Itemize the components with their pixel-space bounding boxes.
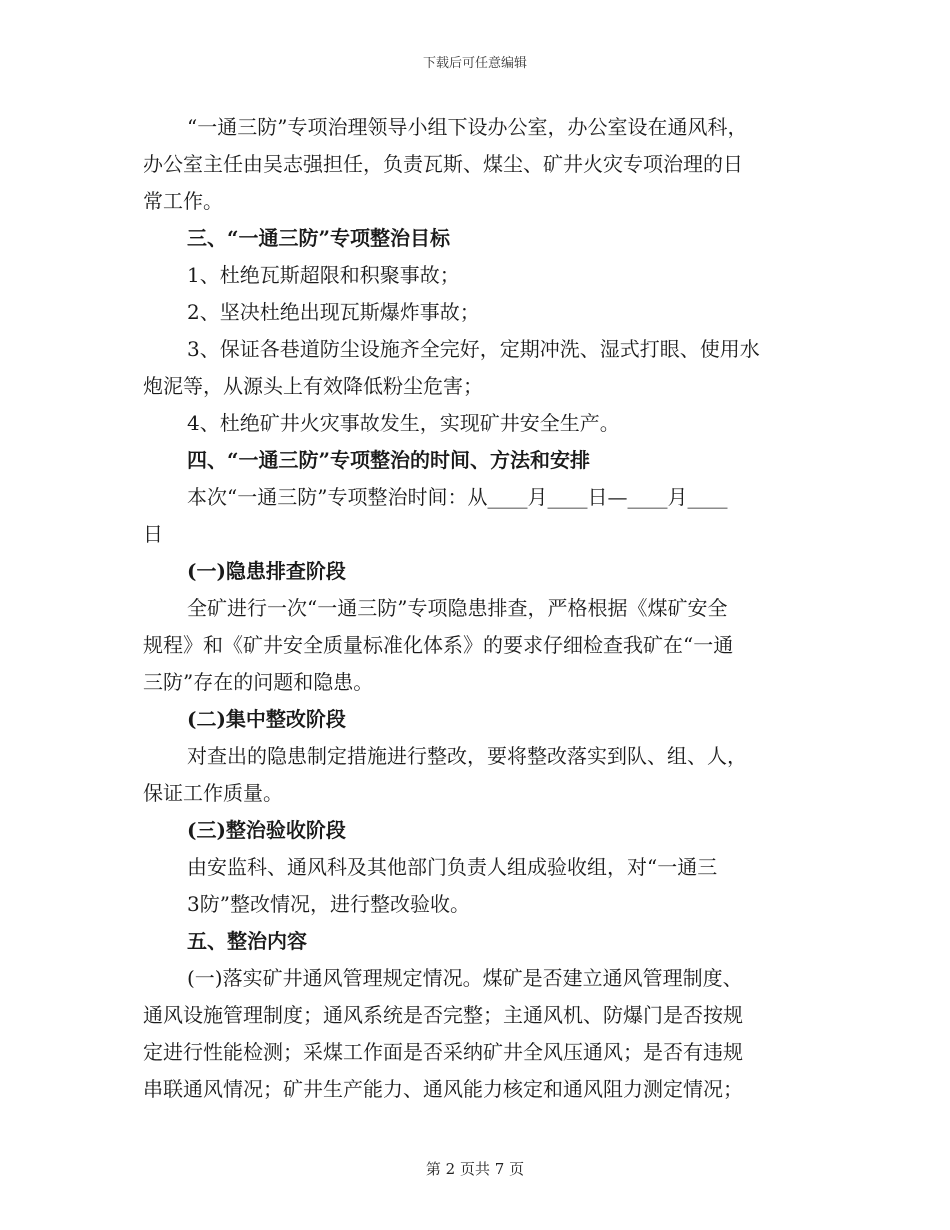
paragraph-line: 2、坚决杜绝出现瓦斯爆炸事故； (187, 300, 480, 324)
section-heading: (二)集中整改阶段 (187, 707, 346, 731)
paragraph-line: “一通三防”专项治理领导小组下设办公室，办公室设在通风科， (187, 115, 748, 139)
paragraph-line: 对查出的隐患制定措施进行整改，要将整改落实到队、组、人， (187, 744, 747, 768)
paragraph-line: (一)落实矿井通风管理规定情况。煤矿是否建立通风管理制度、 (187, 966, 743, 990)
paragraph-line: 全矿进行一次“一通三防”专项隐患排查，严格根据《煤矿安全 (187, 596, 728, 620)
paragraph-line: 串联通风情况；矿井生产能力、通风能力核定和通风阻力测定情况； (143, 1077, 743, 1101)
page-footer: 第 2 页共 7 页 (425, 1160, 525, 1178)
paragraph-line: 通风设施管理制度；通风系统是否完整；主通风机、防爆门是否按规 (143, 1003, 743, 1027)
paragraph-line: 规程》和《矿井安全质量标准化体系》的要求仔细检查我矿在“一通 (143, 633, 734, 657)
paragraph-line: 办公室主任由吴志强担任，负责瓦斯、煤尘、矿井火灾专项治理的日 (143, 152, 743, 176)
paragraph-line: 日 (143, 522, 163, 546)
section-heading: (一)隐患排查阶段 (187, 559, 346, 583)
page-header: 下载后可任意编辑 (422, 56, 527, 71)
section-heading: 三、“一通三防”专项整治目标 (187, 226, 451, 250)
section-heading: 五、整治内容 (187, 929, 307, 953)
section-heading: 四、“一通三防”专项整治的时间、方法和安排 (187, 448, 591, 472)
paragraph-line: 三防”存在的问题和隐患。 (143, 670, 374, 694)
paragraph-line: 1、杜绝瓦斯超限和积聚事故； (187, 263, 460, 287)
paragraph-line: 3防”整改情况，进行整改验收。 (187, 892, 470, 916)
paragraph-line: 常工作。 (143, 189, 223, 213)
document-body (143, 109, 808, 1108)
section-heading: (三)整治验收阶段 (187, 818, 346, 842)
paragraph-line: 定进行性能检测；采煤工作面是否采纳矿井全风压通风；是否有违规 (143, 1040, 743, 1064)
paragraph-line: 由安监科、通风科及其他部门负责人组成验收组，对“一通三 (187, 855, 718, 879)
paragraph-line: 3、保证各巷道防尘设施齐全完好，定期冲洗、湿式打眼、使用水 (187, 337, 760, 361)
paragraph-line: 本次“一通三防”专项整治时间：从____月____日—____月____ (187, 485, 728, 509)
paragraph-line: 炮泥等，从源头上有效降低粉尘危害； (143, 374, 483, 398)
paragraph-line: 4、杜绝矿井火灾事故发生，实现矿井安全生产。 (187, 411, 620, 435)
paragraph-line: 保证工作质量。 (143, 781, 283, 805)
